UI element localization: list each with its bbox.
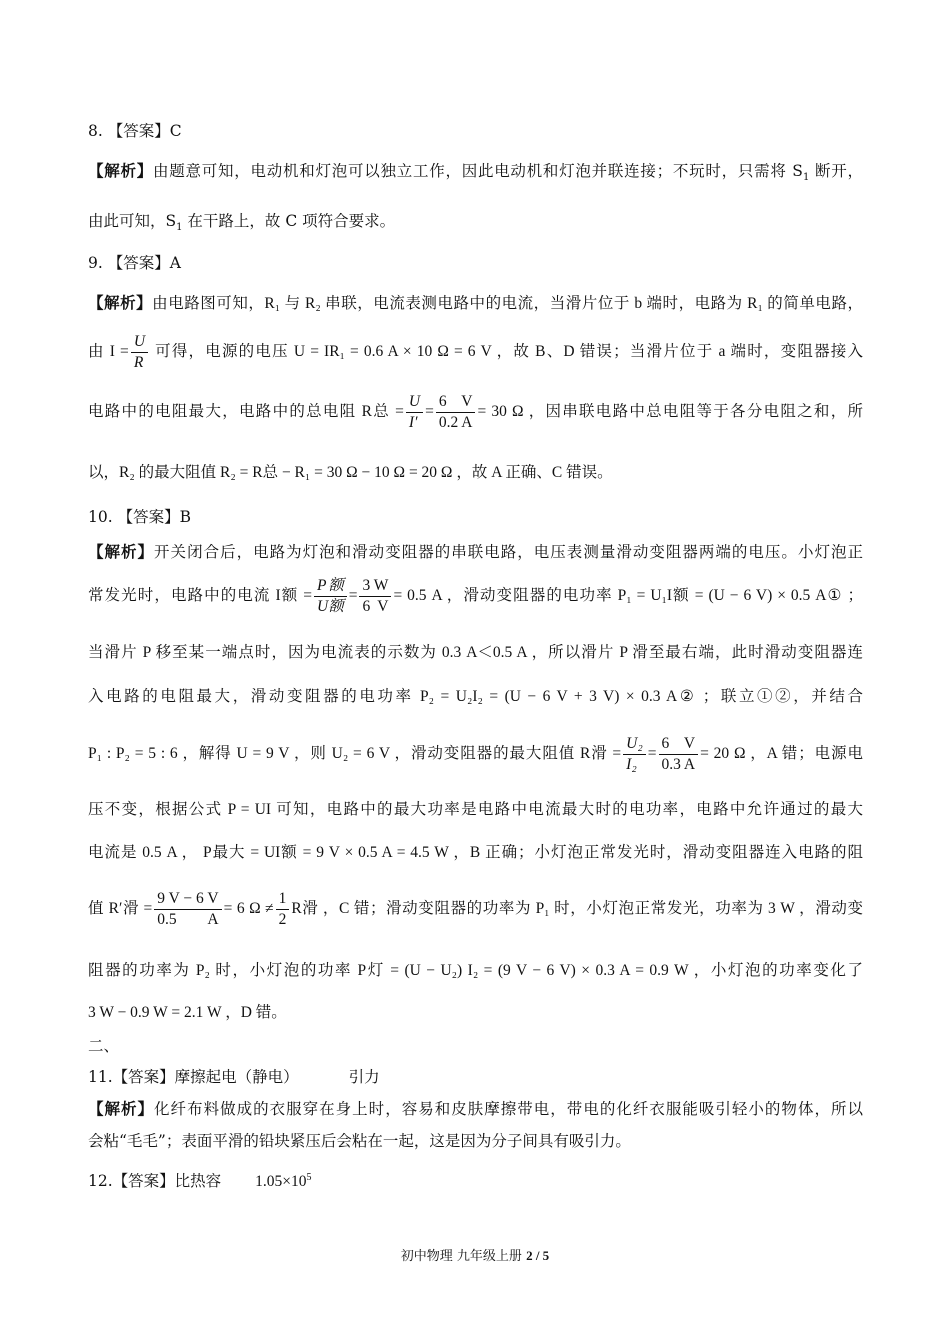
q10-analysis-line2: 常发光时，电路中的电流 I额 = $\frac{\text{P额}}{\text{U额}}$ = $\frac{3 W}{6 V}$ = 0.5 A ，滑动变阻器的电功率 P₁ = U₁I额 = (U − 6 V) × 0.5 A① ； bbox=[88, 576, 863, 615]
q9-text: 由电路图可知，R₁ 与 R₂ 串联，电流表测电路中的电流，当滑片位于 b 端时，电路为 R₁ 的简单电路， bbox=[152, 295, 863, 312]
analysis-label: 【解析】 bbox=[88, 542, 155, 561]
q10-answer: 10. 【答案】B bbox=[88, 508, 191, 526]
analysis-label: 【解析】 bbox=[88, 161, 153, 180]
q10-analysis-line1 bbox=[88, 541, 863, 563]
q10-formula-a: P₁ : P₂ = 5 : 6 ，解得 U = 9 V ，则 U₂ = 6 V ，滑动变阻器的最大阻值 R滑 = bbox=[88, 745, 622, 762]
q10-formula-a: 常发光时，电路中的电流 I额 = bbox=[88, 587, 312, 604]
q10-formula-c: R滑 ，C 错；滑动变阻器的功率为 P₁ 时，小灯泡正常发光，功率为 3 W ，滑动变 bbox=[291, 900, 863, 917]
q11-analysis-line1 bbox=[88, 1098, 863, 1120]
q11-text: 化纤布料做成的衣服穿在身上时，容易和皮肤摩擦带电，带电的化纤衣服能吸引轻小的物体，所以 bbox=[154, 1100, 863, 1118]
q9-formula-b: 可得，电源的电压 U = IR₁ = 0.6 A × 10 Ω = 6 V ，故 B、D 错误；当滑片位于 a 端时，变阻器接入 bbox=[150, 343, 863, 360]
q9-answer: 9. 【答案】A bbox=[88, 254, 181, 272]
q8-analysis-line1 bbox=[88, 160, 863, 182]
footer-title: 初中物理 九年级上册 bbox=[400, 1249, 527, 1264]
q11-analysis-line2: 会粘“毛毛”；表面平滑的铅块紧压后会粘在一起，这是因为分子间具有吸引力。 bbox=[88, 1132, 631, 1150]
fraction-6v-over-02a: $\frac{6 V}{0.2 A}$ bbox=[436, 392, 476, 433]
q10-analysis-line5: P₁ : P₂ = 5 : 6 ，解得 U = 9 V ，则 U₂ = 6 V ，滑动变阻器的最大阻值 R滑 = $\frac{\text{U₂}}{\text{I₂}}$ = $\frac{6 V}{0.3 A}$ = 20 Ω ，A 错；电源电 bbox=[88, 734, 863, 773]
fraction-one-half: $\frac{1}{2}$ bbox=[276, 889, 290, 930]
fraction-6v-over-03a: $\frac{6 V}{0.3 A}$ bbox=[659, 734, 699, 775]
q8-text-end: 断开， bbox=[809, 162, 863, 180]
q11-answer bbox=[88, 1066, 380, 1088]
q10-analysis-line9: 阻器的功率为 P₂ 时，小灯泡的功率 P灯 = (U − U₂) I₂ = (9 V − 6 V) × 0.3 A = 0.9 W ，小灯泡的功率变化了 bbox=[88, 962, 863, 979]
fraction-3w-over-6v: $\frac{3 W}{6 V}$ bbox=[359, 576, 391, 617]
q9-analysis-line2 bbox=[88, 330, 863, 374]
q8-text: 由此可知，S bbox=[88, 212, 177, 230]
q9-formula-b: = 30 Ω ，因串联电路中总电阻等于各分电阻之和，所 bbox=[477, 403, 863, 420]
q10-analysis-line6: 压不变，根据公式 P = UI 可知，电路中的最大功率是电路中电流最大时的电功率，电路中允许通过的最大 bbox=[88, 801, 863, 818]
analysis-label: 【解析】 bbox=[88, 1099, 155, 1118]
fraction-u-over-i: $\frac{U}{I'}$ bbox=[406, 392, 423, 433]
fraction-p-over-u: $\frac{\text{P额}}{\text{U额}}$ bbox=[314, 576, 347, 617]
q10-analysis-line10: 3 W − 0.9 W = 2.1 W ，D 错。 bbox=[88, 1004, 287, 1021]
q10-analysis-line7: 电流是 0.5 A ， P最大 = UI额 = 9 V × 0.5 A = 4.5 W ，B 正确；小灯泡正常发光时，滑动变阻器连入电路的阻 bbox=[88, 844, 863, 861]
q10-formula-b: = 0.5 A ，滑动变阻器的电功率 P₁ = U₁I额 = (U − 6 V) × 0.5 A① ； bbox=[393, 587, 863, 604]
q9-analysis-line4: 以，R₂ 的最大阻值 R₂ = R总 − R₁ = 30 Ω − 10 Ω = 20 Ω ，故 A 正确、C 错误。 bbox=[88, 464, 613, 481]
superscript: 5 bbox=[306, 1171, 312, 1183]
q8-text-end: 在干路上，故 C 项符合要求。 bbox=[182, 212, 396, 230]
q12-answer-1: 比热容 bbox=[174, 1172, 222, 1190]
subscript: 1 bbox=[176, 222, 183, 234]
q8-text: 由题意可知，电动机和灯泡可以独立工作，因此电动机和灯泡并联连接；不玩时，只需将 S bbox=[153, 162, 803, 180]
q10-formula-b: = 6 Ω ≠ bbox=[223, 900, 274, 917]
answer-label: 12.【答案】 bbox=[88, 1172, 175, 1190]
q8-analysis-line2 bbox=[88, 210, 395, 232]
q9-formula-a: 电路中的电阻最大，电路中的总电阻 R总 = bbox=[88, 403, 404, 420]
q10-formula-b: = 20 Ω ，A 错；电源电 bbox=[700, 745, 863, 762]
answer-label: 11.【答案】 bbox=[88, 1068, 175, 1086]
q12-answer bbox=[88, 1170, 312, 1193]
q11-answer-1: 摩擦起电（静电） bbox=[174, 1068, 299, 1086]
q11-answer-2: 引力 bbox=[348, 1068, 380, 1086]
q10-analysis-line8 bbox=[88, 887, 863, 931]
q10-text: 开关闭合后，电路为灯泡和滑动变阻器的串联电路，电压表测量滑动变阻器两端的电压。小灯泡正 bbox=[154, 543, 863, 561]
q12-answer-2: 1.05×10 bbox=[255, 1173, 307, 1190]
q10-analysis-line4: 入电路的电阻最大，滑动变阻器的电功率 P₂ = U₂I₂ = (U − 6 V + 3 V) × 0.3 A② ；联立①②，并结合 bbox=[88, 688, 863, 705]
fraction-3v-over-05a: $\frac{9 V - 6 V}{0.5 A}$ bbox=[154, 889, 221, 930]
fraction-u-over-r: $\frac{U}{R}$ bbox=[131, 332, 148, 373]
q10-formula-a: 值 R′滑 = bbox=[88, 900, 153, 917]
q9-analysis-line3: 电路中的电阻最大，电路中的总电阻 R总 = $\frac{U}{I'}$ = $\frac{6 V}{0.2 A}$ = 30 Ω ，因串联电路中总电阻等于各分电阻之和，所 bbox=[88, 392, 863, 431]
q8-answer: 8. 【答案】C bbox=[88, 122, 182, 140]
page-footer bbox=[0, 1245, 950, 1264]
page-number: 2 / 5 bbox=[526, 1248, 550, 1263]
fraction-u2-over-i2: $\frac{\text{U₂}}{\text{I₂}}$ bbox=[623, 734, 646, 775]
q10-analysis-line3: 当滑片 P 移至某一端点时，因为电流表的示数为 0.3 A＜0.5 A ，所以滑片 P 滑至最右端，此时滑动变阻器连 bbox=[88, 644, 863, 661]
subscript: 1 bbox=[802, 172, 810, 184]
q9-analysis-line1 bbox=[88, 292, 863, 315]
section-two-heading: 二、 bbox=[88, 1037, 120, 1055]
q9-formula-a: 由 I = bbox=[88, 343, 129, 360]
analysis-label: 【解析】 bbox=[88, 293, 153, 312]
